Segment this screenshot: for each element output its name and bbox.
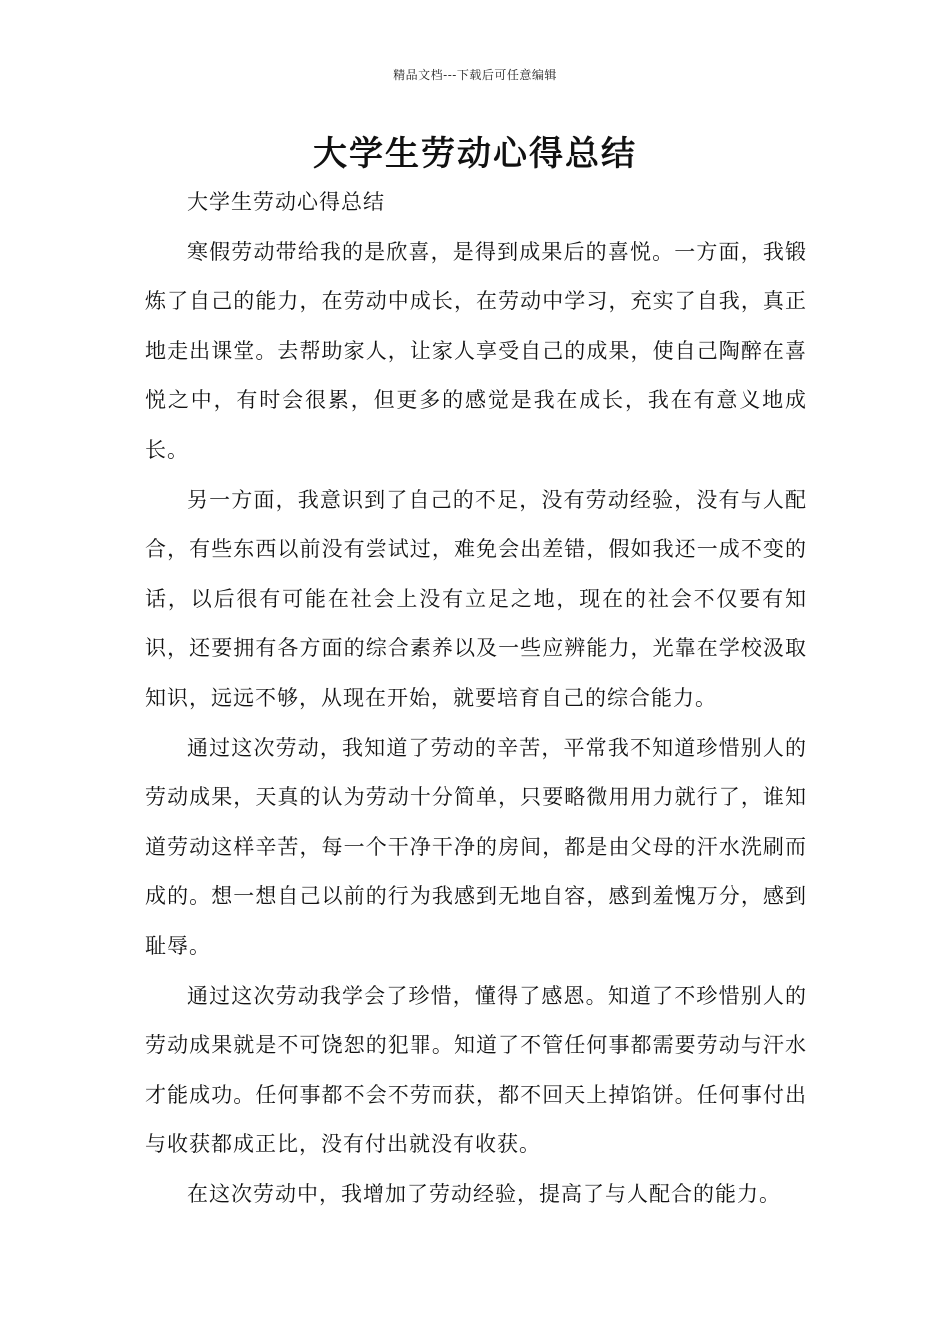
body-paragraph-3: 通过这次劳动，我知道了劳动的辛苦，平常我不知道珍惜别人的劳动成果，天真的认为劳动十分简单，只要略微用用力就行了，谁知道劳动这样辛苦，每一个干净干净的房间，都是由父母的汗水洗刷而成的。想一想自己以前的行为我感到无地自容，感到羞愧万分，感到耻辱。: [145, 735, 807, 958]
header-note: 精品文档---下载后可任意编辑: [393, 68, 557, 82]
body-paragraph-4: 通过这次劳动我学会了珍惜，懂得了感恩。知道了不珍惜别人的劳动成果就是不可饶恕的犯罪。知道了不管任何事都需要劳动与汗水才能成功。任何事都不会不劳而获，都不回天上掉馅饼。任何事付出与收获都成正比，没有付出就没有收获。: [145, 983, 807, 1157]
body-paragraph-5: 在这次劳动中，我增加了劳动经验，提高了与人配合的能力。: [187, 1181, 781, 1206]
body-paragraph-2: 另一方面，我意识到了自己的不足，没有劳动经验，没有与人配合，有些东西以前没有尝试过，难免会出差错，假如我还一成不变的话，以后很有可能在社会上没有立足之地，现在的社会不仅要有知识，还要拥有各方面的综合素养以及一些应辨能力，光靠在学校汲取知识，远远不够，从现在开始，就要培育自己的综合能力。: [145, 487, 807, 710]
body-paragraph-1: 寒假劳动带给我的是欣喜，是得到成果后的喜悦。一方面，我锻炼了自己的能力，在劳动中成长，在劳动中学习，充实了自我，真正地走出课堂。去帮助家人，让家人享受自己的成果，使自己陶醉在喜悦之中，有时会很累，但更多的感觉是我在成长，我在有意义地成长。: [145, 239, 807, 462]
document-body: [145, 178, 807, 1219]
document-title: 大学生劳动心得总结: [313, 134, 637, 174]
subtitle-paragraph: 大学生劳动心得总结: [187, 190, 385, 214]
